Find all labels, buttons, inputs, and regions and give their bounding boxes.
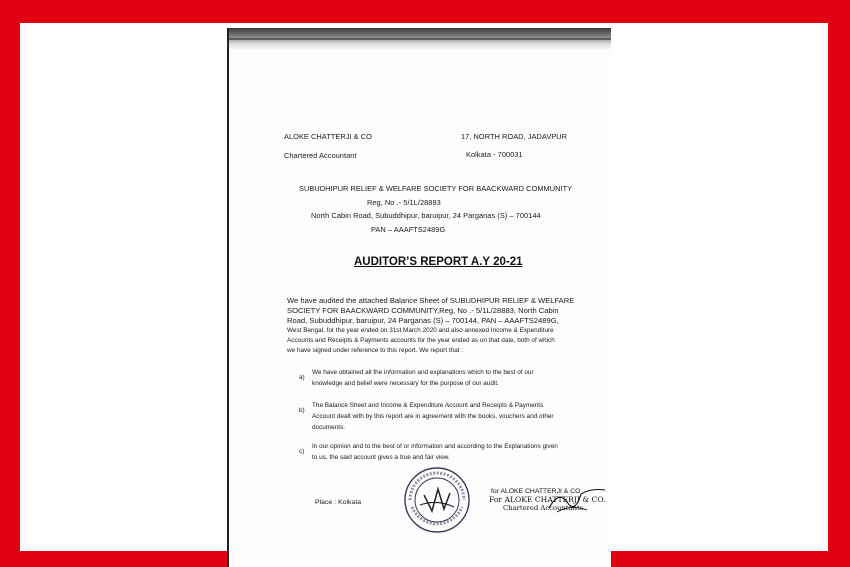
item-c-text (312, 442, 558, 464)
item-line: We have obtained all the information and explanations which to the best of our (312, 369, 534, 376)
item-b-text (312, 401, 554, 433)
item-line: In our opinion and to the best of or information and according to the Explanations given (312, 443, 558, 450)
firm-designation: Chartered Accountant (284, 151, 357, 160)
paragraph-line: Road, Subuddhipur, baruipur, 24 Parganas (S) – 700144, PAN – AAAFTS2489G, (287, 316, 559, 326)
scanned-document-page (227, 28, 611, 567)
signature-for-line2: For ALOKE CHATTERJI & CO. (489, 495, 606, 504)
firm-seal-stamp (402, 465, 472, 535)
item-b-marker: b) (299, 407, 305, 414)
place: Place : Kolkata (315, 499, 362, 506)
paragraph-line: SOCIETY FOR BAACKWARD COMMUNITY,Reg, No .- 5/1L/28883, North Cabin (287, 306, 559, 316)
report-title: AUDITOR’S REPORT A.Y 20-21 (354, 256, 523, 268)
item-line: to us, the said account gives a true and fair view. (312, 453, 450, 461)
item-a-text (312, 368, 534, 390)
item-line: knowledge and belief were necessary for the purpose of our audit. (312, 379, 499, 387)
handwritten-signature (547, 484, 607, 514)
item-line: Account dealt with by this report are in agreement with the books, vouchers and other (312, 412, 554, 420)
firm-address-line1: 17, NORTH ROAD, JADAVPUR (461, 132, 568, 141)
society-name: SUBUDHIPUR RELIEF & WELFARE SOCIETY FOR BAACKWARD COMMUNITY (299, 184, 573, 193)
item-a-marker: a) (299, 374, 305, 381)
paragraph-line: Accounts and Receipts & Payments accounts for the year ended as on that date, both of which (287, 337, 555, 345)
society-reg: Reg, No .- 5/1L/28883 (367, 198, 441, 207)
item-line: The Balance Sheet and Income & Expenditure Account and Receipts & Payments (312, 402, 544, 409)
signature-for-line1: for ALOKE CHATTERJI & CO (491, 488, 581, 495)
firm-address-line2: Kolkata - 700031 (466, 150, 523, 159)
paragraph-line: we have signed under reference to this report. We report that : (287, 347, 464, 355)
signature-designation: Chartered Accountants (503, 504, 584, 512)
item-c-marker: c) (299, 448, 305, 455)
paragraph-line: We have audited the attached Balance Sheet of SUBUDHIPUR RELIEF & WELFARE (287, 296, 575, 305)
society-pan: PAN – AAAFTS2489G (371, 225, 446, 234)
paragraph-line: West Bengal, for the year ended on 31st March 2020 and also annexed Income & Expenditure (287, 327, 554, 335)
scan-line (227, 38, 611, 40)
page-edge (227, 28, 229, 567)
audit-paragraph (287, 296, 611, 357)
firm-name: ALOKE CHATTERJI & CO (284, 132, 372, 141)
society-address: North Cabin Road, Subuddhipur, baruipur, 24 Parganas (S) – 700144 (311, 211, 541, 220)
item-line: documents. (312, 423, 346, 431)
